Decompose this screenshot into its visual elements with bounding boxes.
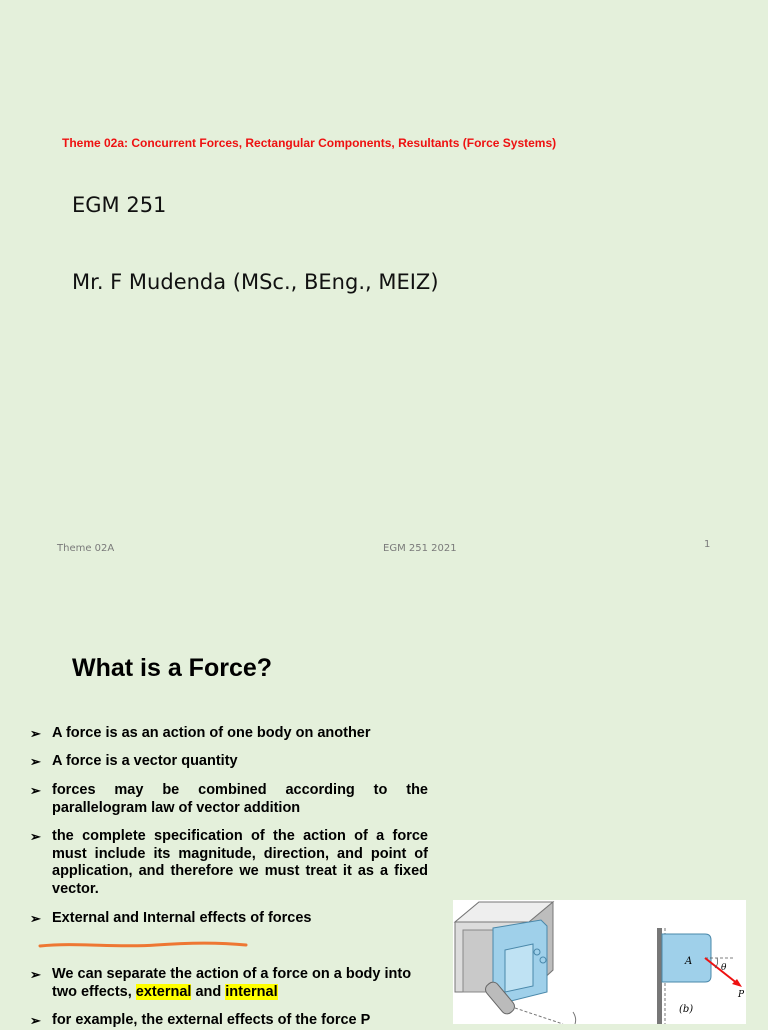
bullet-item (30, 966, 428, 1001)
bullet-item (30, 828, 428, 898)
bullet-text-part: and (191, 983, 226, 1000)
highlight-internal: internal (225, 983, 278, 1000)
footer-course: EGM 251 2021 (383, 543, 457, 554)
bullet-text-part: We can separate the action of a force on a body into two effects, (52, 966, 412, 1000)
course-code: EGM 251 (72, 193, 167, 217)
bullet-text (52, 966, 428, 1001)
slide-heading: What is a Force? (72, 654, 273, 682)
bullet-text: External and Internal effects of forces (52, 910, 312, 926)
arrow-bullet-icon: ➢ (30, 726, 41, 741)
bullet-text: forces may be combined according to the parallelogram law of vector addition (52, 782, 428, 816)
bullet-text: for example, the external effects of the force P (52, 1012, 371, 1028)
arrow-bullet-icon: ➢ (30, 967, 41, 982)
highlight-external: external (135, 983, 192, 1000)
point-label: A (685, 956, 693, 967)
bullet-text: A force is a vector quantity (52, 753, 238, 769)
orange-underline-stroke (36, 938, 250, 952)
arrow-bullet-icon: ➢ (30, 754, 41, 769)
bullet-item (30, 782, 428, 817)
page-number: 1 (704, 539, 711, 550)
bullet-item (30, 725, 428, 743)
bullet-item (30, 1012, 428, 1030)
bullet-text: the complete specification of the action of a force must include its magnitude, direction, and point of application, and therefore we must treat it as a fixed vector. (52, 828, 428, 897)
arrow-bullet-icon: ➢ (30, 911, 41, 926)
lecturer-name: Mr. F Mudenda (MSc., BEng., MEIZ) (72, 270, 439, 294)
theme-title: Theme 02a: Concurrent Forces, Rectangular Components, Resultants (Force Systems) (62, 136, 557, 150)
force-label: P (738, 990, 745, 1000)
angle-label: θ (721, 963, 727, 973)
force-figure (453, 900, 746, 1024)
footer-theme: Theme 02A (57, 543, 115, 554)
bullet-item (30, 753, 428, 771)
bracket-illustration (453, 900, 746, 1024)
bullet-text: A force is as an action of one body on another (52, 725, 371, 741)
bullet-item (30, 910, 428, 928)
arrow-bullet-icon: ➢ (30, 1013, 41, 1028)
figure-caption: (b) (679, 1004, 694, 1015)
arrow-bullet-icon: ➢ (30, 783, 41, 798)
arrow-bullet-icon: ➢ (30, 829, 41, 844)
